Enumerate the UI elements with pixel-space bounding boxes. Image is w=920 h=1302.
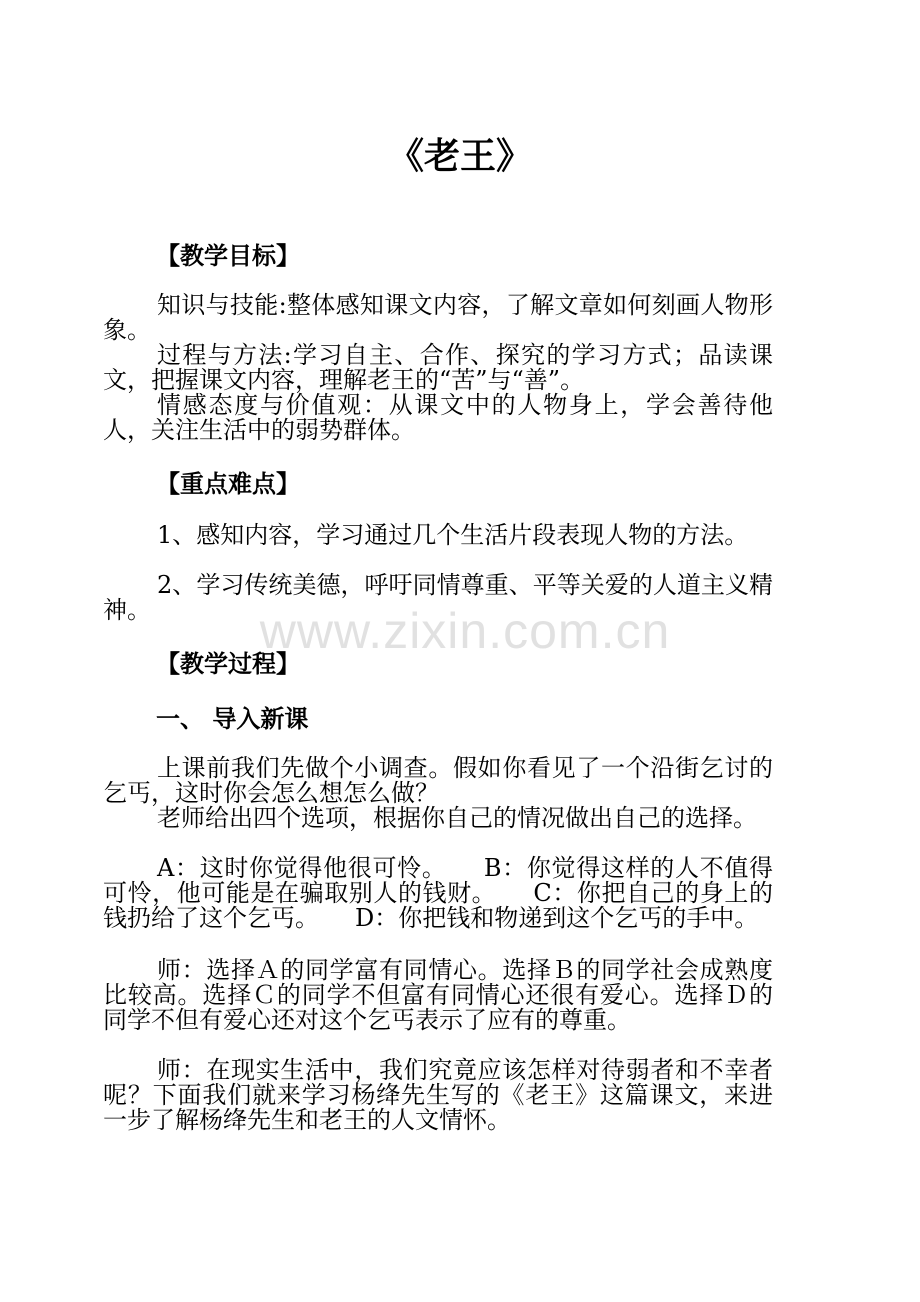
paragraph-key-point-1: 1、感知内容，学习通过几个生活片段表现人物的方法。 — [157, 521, 749, 549]
paragraph-objective-emotion: 情感态度与价值观：从课文中的人物身上，学会善待他人，关注生活中的弱势群体。 — [103, 391, 773, 444]
heading-objectives: 【教学目标】 — [156, 242, 300, 270]
paragraph-process-teacher-2: 师：在现实生活中，我们究竟应该怎样对待弱者和不幸者呢？下面我们就来学习杨绛先生写的《老王》这篇课文，来进一步了解杨绛先生和老王的人文情怀。 — [103, 1056, 773, 1134]
paragraph-objective-knowledge: 知识与技能:整体感知课文内容，了解文章如何刻画人物形象。 — [103, 291, 773, 344]
watermark: www.zixin.com.cn — [259, 603, 671, 659]
document-title: 《老王》 — [387, 136, 532, 177]
heading-process: 【教学过程】 — [156, 650, 300, 678]
paragraph-process-options: A：这时你觉得他很可怜。 B：你觉得这样的人不值得可怜，他可能是在骗取别人的钱财。 C：你把自己的身上的钱扔给了这个乞丐。 D：你把钱和物递到这个乞丐的手中。 — [103, 854, 773, 932]
paragraph-process-1: 上课前我们先做个小调查。假如你看见了一个沿街乞讨的乞丐，这时你会怎么想怎么做？ — [103, 754, 773, 807]
heading-key-points: 【重点难点】 — [156, 470, 300, 498]
paragraph-key-point-2: 2、学习传统美德，呼吁同情尊重、平等关爱的人道主义精神。 — [103, 571, 773, 624]
subheading-intro: 一、 导入新课 — [156, 705, 309, 733]
paragraph-process-teacher-1: 师：选择Ａ的同学富有同情心。选择Ｂ的同学社会成熟度比较高。选择Ｃ的同学不但富有同情心还很有爱心。选择Ｄ的同学不但有爱心还对这个乞丐表示了应有的尊重。 — [103, 956, 773, 1034]
paragraph-objective-process: 过程与方法:学习自主、合作、探究的学习方式；品读课文，把握课文内容，理解老王的“苦”与“善”。 — [103, 341, 773, 394]
paragraph-process-2: 老师给出四个选项，根据你自己的情况做出自己的选择。 — [157, 804, 757, 832]
